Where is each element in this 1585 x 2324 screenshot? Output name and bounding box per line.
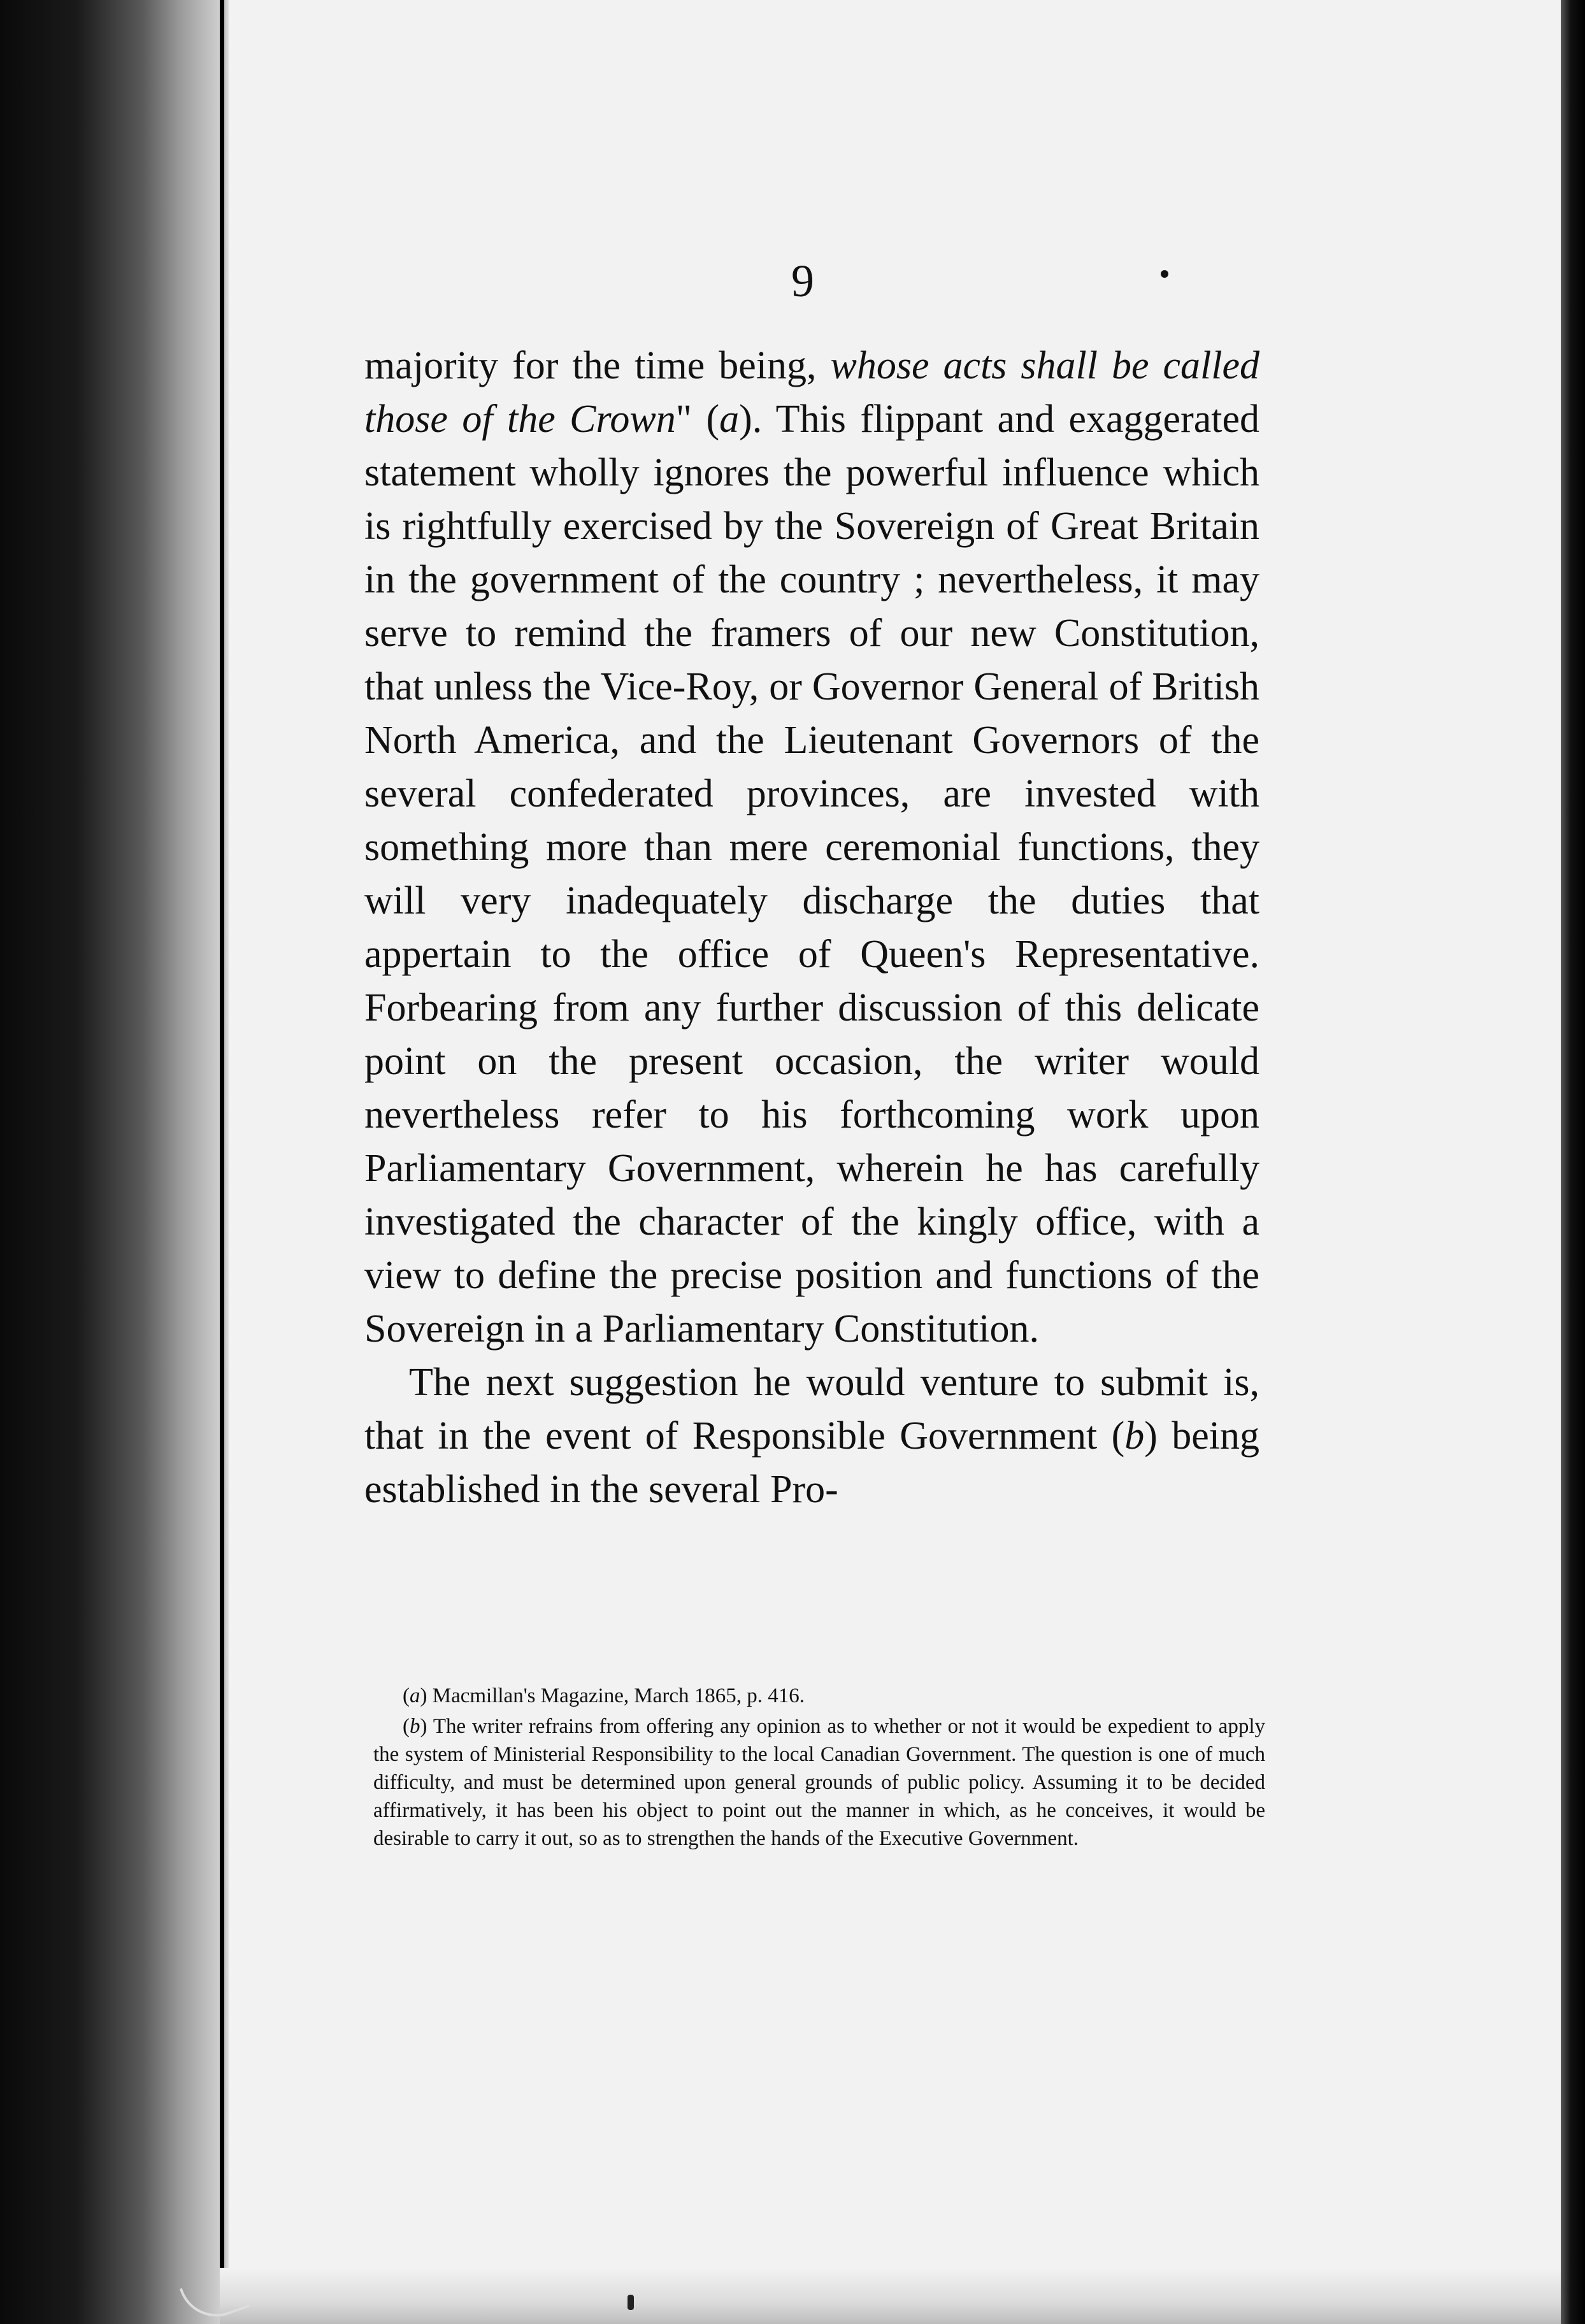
italic-text: b [1124, 1414, 1145, 1458]
text-run: ) being established in the several Pro- [364, 1414, 1259, 1511]
text-run: The next suggestion he would venture to submit is, that in the event of Responsible Government ( [364, 1361, 1259, 1458]
binding-mark [628, 2295, 634, 2310]
ink-speck [1161, 270, 1168, 278]
italic-text: a [719, 398, 740, 441]
text-run: " ( [675, 398, 720, 441]
footnote-marker: b [410, 1715, 420, 1738]
main-text [364, 339, 1259, 1516]
footnote-b: (b) The writer refrains from offering any opinion as to whether or not it would be expedient to apply the system of Ministerial Responsibility to the local Canadian Government. The question is one of much difficulty, and must be determined upon general grounds of public policy. Assuming it to be decided affirmatively, it has been his object to point out the manner in which, as he conceives, it would be desirable to carry it out, so as to strengthen the hands of the Executive Government. [373, 1715, 1265, 1850]
text-run: ). This flippant and exaggerated statement wholly ignores the powerful influence which is rightfully exercised by the Sovereign of Great Britain in the government of the country ; nevertheless, it may serve to remind the framers of our new Constitution, that unless the Vice-Roy, or Governor General of British North America, and the Lieutenant Governors of the several confederated provinces, are invested with something more than mere ceremonial functions, they will very inadequately discharge the duties that appertain to the office of Queen's Representative. Forbearing from any further discussion of this delicate point on the present occasion, the writer would nevertheless refer to his forthcoming work upon Parliamentary Government, wherein he has carefully investigated the character of the kingly office, with a view to define the precise position and functions of the Sovereign in a Parliamentary Constitution. [364, 398, 1259, 1351]
right-page-edge [1561, 0, 1585, 2324]
paragraph [364, 339, 1259, 1356]
footnote-text: Macmillan's Magazine, March 1865, p. 416. [427, 1684, 805, 1707]
footnote-text: The writer refrains from offering any opinion as to whether or not it would be expedient to apply the system of Ministerial Responsibility to the local Canadian Government. The question is one of much difficulty, and must be determined upon general grounds of public policy. Assuming it to be decided affirmatively, it has been his object to point out the manner in which, as he conceives, it would be desirable to carry it out, so as to strengthen the hands of the Executive Government. [373, 1715, 1265, 1850]
italic-text: whose acts shall be called those of the Crown [364, 344, 1259, 441]
book-spine-shadow [0, 0, 220, 2324]
footnote-a: (a) Macmillan's Magazine, March 1865, p. 416. [403, 1684, 805, 1707]
page-gutter-edge [224, 0, 229, 2324]
footnote-marker: a [410, 1684, 420, 1707]
text-run: majority for the time being, [364, 344, 831, 387]
footnotes [373, 1682, 1265, 1853]
bottom-page-edge [220, 2268, 1561, 2324]
page-number: 9 [791, 255, 814, 306]
paragraph [364, 1356, 1259, 1516]
